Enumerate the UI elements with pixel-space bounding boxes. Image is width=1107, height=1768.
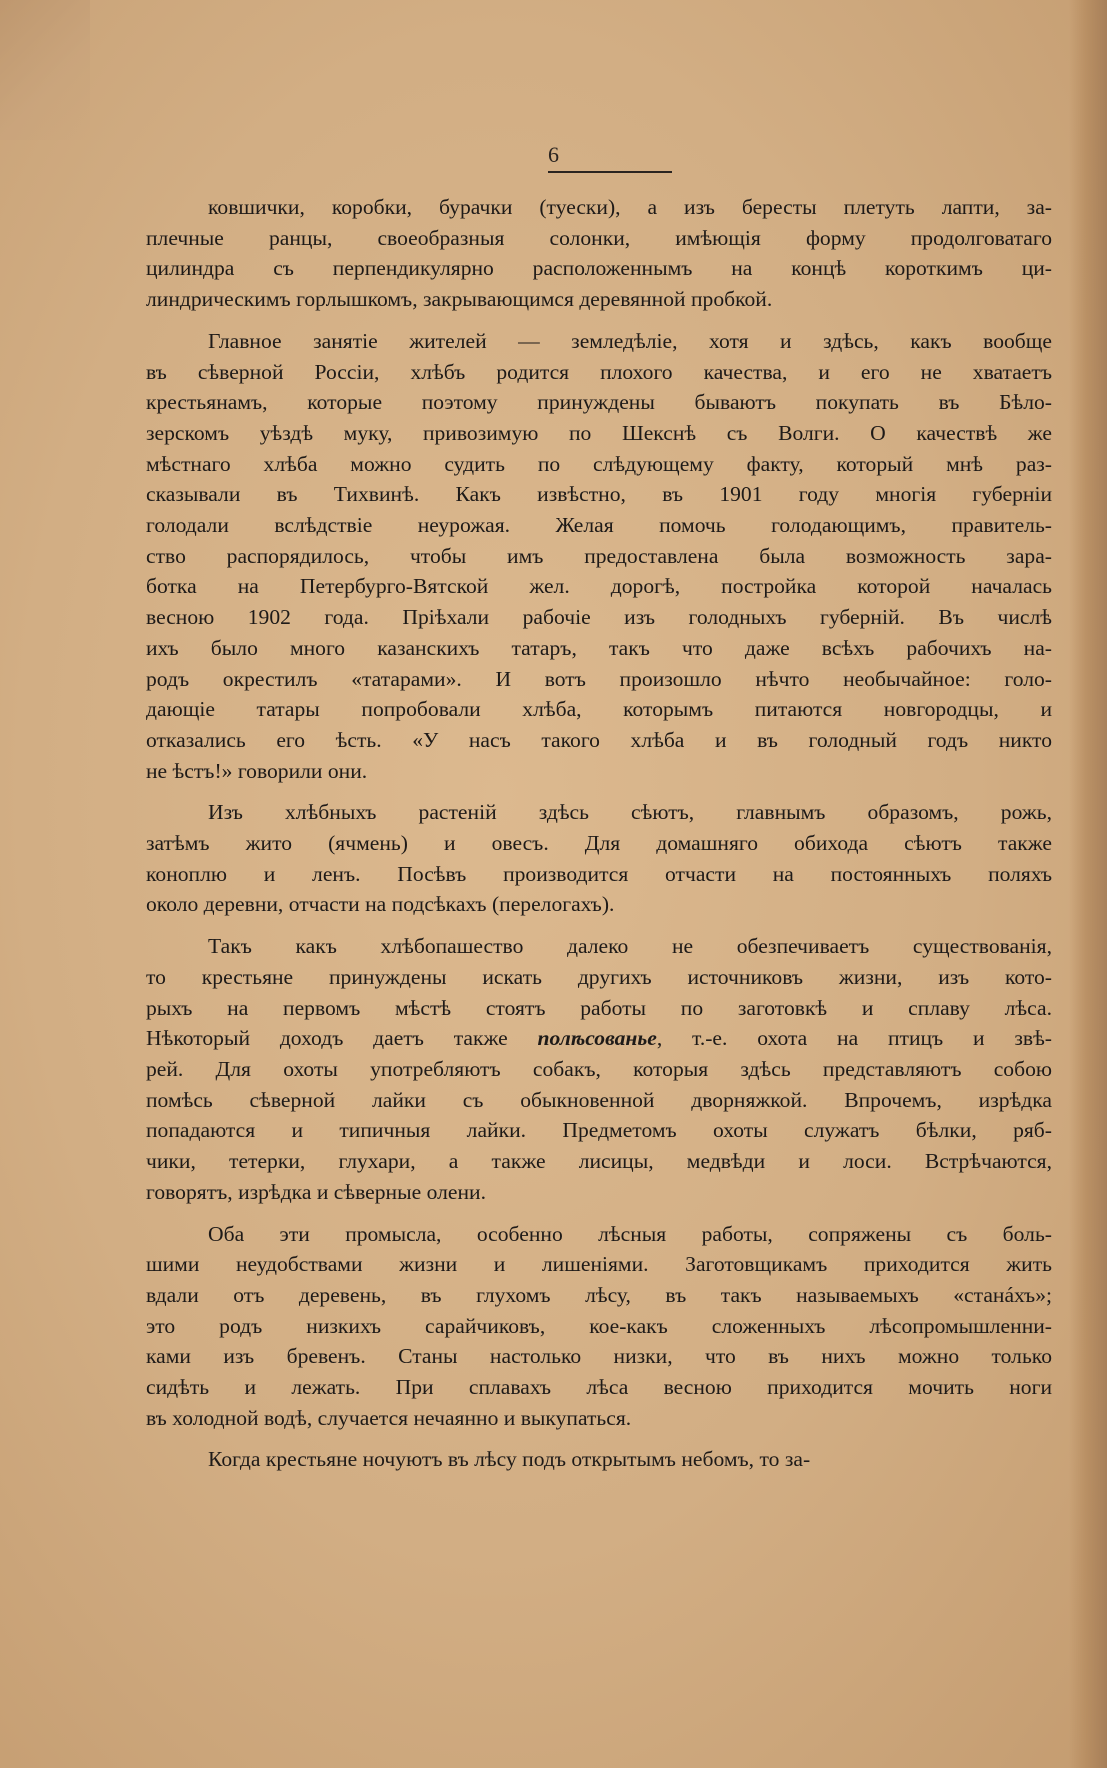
text-line: дающіе татары попробовали хлѣба, которымъ питаются новгородцы, и xyxy=(146,697,1052,722)
text-line: вдали отъ деревень, въ глухомъ лѣсу, въ такъ называемыхъ «станáхъ»; xyxy=(146,1282,1052,1307)
paragraph xyxy=(146,192,1052,315)
text-line: линдрическимъ горлышкомъ, закрывающимся деревянной пробкой. xyxy=(146,287,773,312)
paragraph xyxy=(146,797,1052,920)
text-line: говорятъ, изрѣдка и сѣверные олени. xyxy=(146,1179,486,1204)
text-line: это родъ низкихъ сарайчиковъ, кое-какъ сложенныхъ лѣсопромышленни- xyxy=(146,1313,1052,1338)
text-line: крестьянамъ, которые поэтому принуждены бываютъ покупать въ Бѣло- xyxy=(146,390,1052,415)
text-line: сказывали въ Тихвинѣ. Какъ извѣстно, въ 1901 году многія губерніи xyxy=(146,482,1052,507)
text-line: родъ окрестилъ «татарами». И вотъ произошло нѣчто необычайное: голо- xyxy=(146,666,1052,691)
text-line: не ѣстъ!» говорили они. xyxy=(146,758,368,783)
text-line: въ холодной водѣ, случается нечаянно и выкупаться. xyxy=(146,1405,632,1430)
text-line: плечные ранцы, своеобразныя солонки, имѣющія форму продолговатаго xyxy=(146,225,1052,250)
text-line: весною 1902 года. Пріѣхали рабочіе изъ голодныхъ губерній. Въ числѣ xyxy=(146,605,1052,630)
torn-corner xyxy=(0,0,90,140)
text-line: Такъ какъ хлѣбопашество далеко не обезпечиваетъ существованія, xyxy=(208,934,1052,959)
text-line: Когда крестьяне ночуютъ въ лѣсу подъ открытымъ небомъ, то за- xyxy=(208,1447,811,1472)
text-line: ботка на Петербурго-Вятской жел. дорогѣ, постройка которой началась xyxy=(146,574,1052,599)
text-line: цилиндра съ перпендикулярно расположеннымъ на концѣ короткимъ ци- xyxy=(146,256,1052,281)
text-line: затѣмъ жито (ячмень) и овесъ. Для домашняго обихода сѣютъ также xyxy=(146,831,1052,856)
text-line: коноплю и ленъ. Посѣвъ производится отчасти на постоянныхъ поляхъ xyxy=(146,861,1052,886)
text-line: отказались его ѣсть. «У насъ такого хлѣба и въ голодный годъ никто xyxy=(146,727,1052,752)
text-line: рей. Для охоты употребляютъ собакъ, которыя здѣсь представляютъ собою xyxy=(146,1056,1052,1081)
body-text xyxy=(146,192,1052,1486)
text-line: голодали вслѣдствіе неурожая. Желая помочь голодающимъ, правитель- xyxy=(146,513,1052,538)
text-line: Нѣкоторый доходъ даетъ также полѣсованье, т.-е. охота на птицъ и звѣ- xyxy=(146,1026,1052,1051)
text-line: Изъ хлѣбныхъ растеній здѣсь сѣютъ, главнымъ образомъ, рожь, xyxy=(208,800,1052,825)
text-line: около деревни, отчасти на подсѣкахъ (перелогахъ). xyxy=(146,892,615,917)
page-number: 6 xyxy=(548,142,559,167)
text-line: Главное занятіе жителей — земледѣліе, хотя и здѣсь, какъ вообще xyxy=(208,328,1052,353)
text-line: рыхъ на первомъ мѣстѣ стоятъ работы по заготовкѣ и сплаву лѣса. xyxy=(146,995,1052,1020)
text-line: Оба эти промысла, особенно лѣсныя работы, сопряжены съ боль- xyxy=(208,1221,1052,1246)
text-line: мѣстнаго хлѣба можно судить по слѣдующему факту, который мнѣ раз- xyxy=(146,451,1052,476)
paragraph xyxy=(146,326,1052,787)
text-line: помѣсь сѣверной лайки съ обыкновенной дворняжкой. Впрочемъ, изрѣдка xyxy=(146,1087,1052,1112)
paragraph xyxy=(146,1444,1052,1475)
text-line: то крестьяне принуждены искать другихъ источниковъ жизни, изъ кото- xyxy=(146,964,1052,989)
text-line: ками изъ бревенъ. Станы настолько низки, что въ нихъ можно только xyxy=(146,1344,1052,1369)
text-line: попадаются и типичныя лайки. Предметомъ охоты служатъ бѣлки, ряб- xyxy=(146,1118,1052,1143)
text-line: ковшички, коробки, бурачки (туески), а изъ бересты плетуть лапти, за- xyxy=(208,195,1052,219)
text-line: зерскомъ уѣздѣ муку, привозимую по Шекснѣ съ Волги. О качествѣ же xyxy=(146,420,1052,445)
text-line: ихъ было много казанскихъ татаръ, такъ что даже всѣхъ рабочихъ на- xyxy=(146,635,1052,660)
text-line: шими неудобствами жизни и лишеніями. Заготовщикамъ приходится жить xyxy=(146,1252,1052,1277)
paragraph xyxy=(146,1219,1052,1434)
text-line: сидѣть и лежать. При сплавахъ лѣса весною приходится мочить ноги xyxy=(146,1375,1052,1400)
text-line: чики, тетерки, глухари, а также лисицы, медвѣди и лоси. Встрѣчаются, xyxy=(146,1149,1052,1174)
page-edge-stain xyxy=(1069,0,1107,1768)
text-line: въ сѣверной Россіи, хлѣбъ родится плохого качества, и его не хватаетъ xyxy=(146,359,1052,384)
paragraph xyxy=(146,931,1052,1207)
header-rule xyxy=(548,171,672,173)
text-line: ство распорядилось, чтобы имъ предоставлена была возможность зара- xyxy=(146,543,1052,568)
